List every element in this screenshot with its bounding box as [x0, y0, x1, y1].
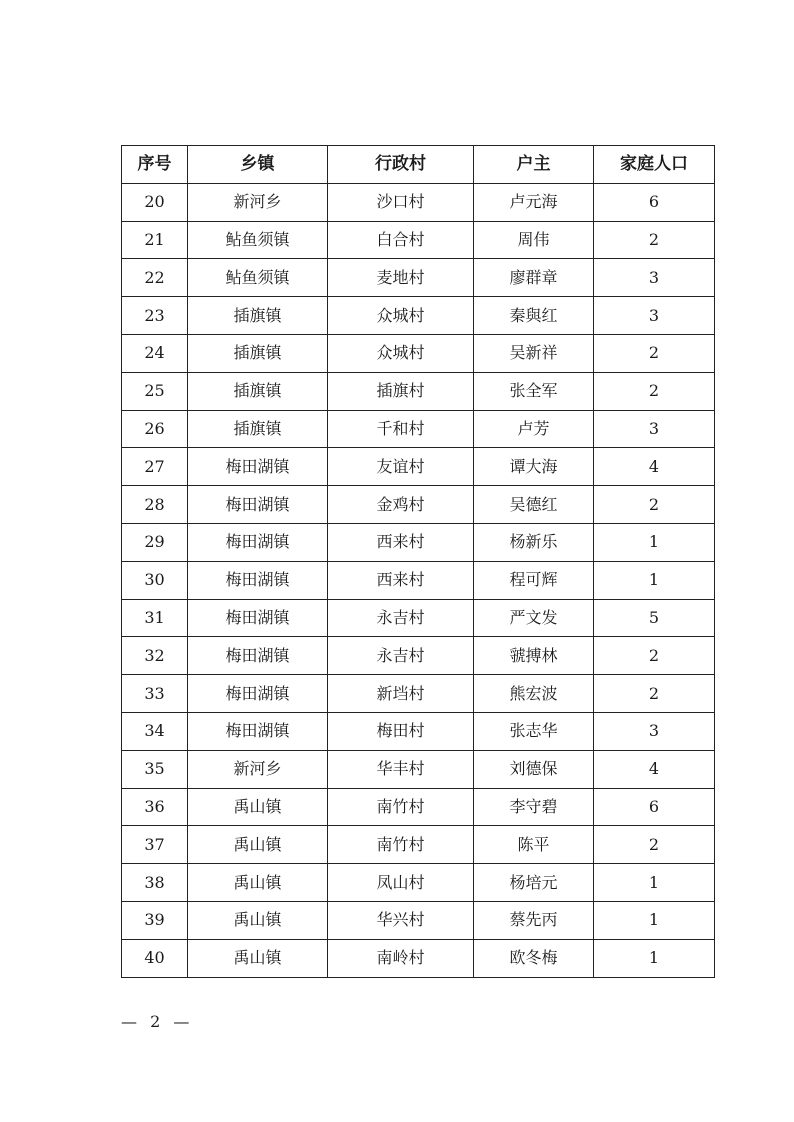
village-cell: 永吉村: [328, 599, 474, 637]
village-cell: 南竹村: [328, 788, 474, 826]
serial-cell: 24: [122, 334, 188, 372]
serial-cell: 37: [122, 826, 188, 864]
family-size-cell: 2: [594, 637, 715, 675]
householder-cell: 虢搏林: [474, 637, 594, 675]
family-size-cell: 3: [594, 259, 715, 297]
header-family-size: 家庭人口: [594, 146, 715, 184]
serial-cell: 28: [122, 486, 188, 524]
village-cell: 凤山村: [328, 864, 474, 902]
township-cell: 梅田湖镇: [188, 561, 328, 599]
header-village: 行政村: [328, 146, 474, 184]
village-cell: 金鸡村: [328, 486, 474, 524]
table-row: [122, 712, 715, 750]
serial-cell: 21: [122, 221, 188, 259]
township-cell: 插旗镇: [188, 372, 328, 410]
township-cell: 禹山镇: [188, 939, 328, 977]
township-cell: 新河乡: [188, 183, 328, 221]
family-size-cell: 1: [594, 939, 715, 977]
table-row: [122, 675, 715, 713]
householder-cell: 陈平: [474, 826, 594, 864]
family-size-cell: 1: [594, 864, 715, 902]
householder-cell: 秦與红: [474, 297, 594, 335]
householder-cell: 谭大海: [474, 448, 594, 486]
serial-cell: 27: [122, 448, 188, 486]
township-cell: 禹山镇: [188, 901, 328, 939]
table-body: [122, 183, 715, 977]
table-row: [122, 637, 715, 675]
village-cell: 西来村: [328, 523, 474, 561]
serial-cell: 20: [122, 183, 188, 221]
table-row: [122, 561, 715, 599]
serial-cell: 26: [122, 410, 188, 448]
header-township: 乡镇: [188, 146, 328, 184]
village-cell: 新垱村: [328, 675, 474, 713]
table-row: [122, 297, 715, 335]
township-cell: 禹山镇: [188, 826, 328, 864]
village-cell: 麦地村: [328, 259, 474, 297]
family-size-cell: 4: [594, 750, 715, 788]
family-size-cell: 3: [594, 410, 715, 448]
family-size-cell: 2: [594, 221, 715, 259]
village-cell: 友谊村: [328, 448, 474, 486]
householder-cell: 熊宏波: [474, 675, 594, 713]
table-row: [122, 939, 715, 977]
serial-cell: 23: [122, 297, 188, 335]
householder-cell: 廖群章: [474, 259, 594, 297]
township-cell: 鲇鱼须镇: [188, 221, 328, 259]
village-cell: 西来村: [328, 561, 474, 599]
serial-cell: 31: [122, 599, 188, 637]
householder-cell: 杨培元: [474, 864, 594, 902]
family-size-cell: 2: [594, 675, 715, 713]
village-cell: 沙口村: [328, 183, 474, 221]
village-cell: 南岭村: [328, 939, 474, 977]
township-cell: 梅田湖镇: [188, 523, 328, 561]
village-cell: 梅田村: [328, 712, 474, 750]
family-size-cell: 1: [594, 523, 715, 561]
household-table: [121, 145, 715, 978]
table-row: [122, 259, 715, 297]
township-cell: 梅田湖镇: [188, 448, 328, 486]
serial-cell: 39: [122, 901, 188, 939]
householder-cell: 欧冬梅: [474, 939, 594, 977]
table-row: [122, 372, 715, 410]
village-cell: 华兴村: [328, 901, 474, 939]
householder-cell: 张全军: [474, 372, 594, 410]
table-header-row: [122, 146, 715, 184]
header-serial: 序号: [122, 146, 188, 184]
householder-cell: 卢元海: [474, 183, 594, 221]
householder-cell: 蔡先丙: [474, 901, 594, 939]
page-number: — 2 —: [121, 1012, 194, 1031]
serial-cell: 34: [122, 712, 188, 750]
township-cell: 梅田湖镇: [188, 486, 328, 524]
township-cell: 梅田湖镇: [188, 712, 328, 750]
serial-cell: 38: [122, 864, 188, 902]
table-row: [122, 448, 715, 486]
householder-cell: 严文发: [474, 599, 594, 637]
householder-cell: 吴德红: [474, 486, 594, 524]
householder-cell: 刘德保: [474, 750, 594, 788]
township-cell: 鲇鱼须镇: [188, 259, 328, 297]
table-row: [122, 183, 715, 221]
serial-cell: 35: [122, 750, 188, 788]
table-row: [122, 410, 715, 448]
family-size-cell: 3: [594, 297, 715, 335]
township-cell: 梅田湖镇: [188, 599, 328, 637]
table-row: [122, 334, 715, 372]
township-cell: 梅田湖镇: [188, 675, 328, 713]
householder-cell: 吴新祥: [474, 334, 594, 372]
householder-cell: 周伟: [474, 221, 594, 259]
table-row: [122, 750, 715, 788]
township-cell: 插旗镇: [188, 410, 328, 448]
village-cell: 白合村: [328, 221, 474, 259]
village-cell: 插旗村: [328, 372, 474, 410]
family-size-cell: 6: [594, 183, 715, 221]
village-cell: 南竹村: [328, 826, 474, 864]
table-row: [122, 788, 715, 826]
table-row: [122, 221, 715, 259]
householder-cell: 张志华: [474, 712, 594, 750]
family-size-cell: 6: [594, 788, 715, 826]
householder-cell: 卢芳: [474, 410, 594, 448]
township-cell: 禹山镇: [188, 788, 328, 826]
family-size-cell: 1: [594, 901, 715, 939]
serial-cell: 33: [122, 675, 188, 713]
serial-cell: 22: [122, 259, 188, 297]
family-size-cell: 4: [594, 448, 715, 486]
family-size-cell: 2: [594, 826, 715, 864]
family-size-cell: 1: [594, 561, 715, 599]
serial-cell: 40: [122, 939, 188, 977]
family-size-cell: 2: [594, 334, 715, 372]
table-row: [122, 901, 715, 939]
serial-cell: 29: [122, 523, 188, 561]
householder-cell: 李守碧: [474, 788, 594, 826]
township-cell: 梅田湖镇: [188, 637, 328, 675]
village-cell: 众城村: [328, 334, 474, 372]
family-size-cell: 2: [594, 372, 715, 410]
family-size-cell: 3: [594, 712, 715, 750]
village-cell: 众城村: [328, 297, 474, 335]
table-row: [122, 486, 715, 524]
village-cell: 千和村: [328, 410, 474, 448]
serial-cell: 32: [122, 637, 188, 675]
table-row: [122, 826, 715, 864]
township-cell: 禹山镇: [188, 864, 328, 902]
householder-cell: 程可辉: [474, 561, 594, 599]
township-cell: 插旗镇: [188, 334, 328, 372]
family-size-cell: 5: [594, 599, 715, 637]
family-size-cell: 2: [594, 486, 715, 524]
table-row: [122, 864, 715, 902]
township-cell: 新河乡: [188, 750, 328, 788]
township-cell: 插旗镇: [188, 297, 328, 335]
village-cell: 永吉村: [328, 637, 474, 675]
householder-cell: 杨新乐: [474, 523, 594, 561]
table-row: [122, 523, 715, 561]
table-row: [122, 599, 715, 637]
serial-cell: 36: [122, 788, 188, 826]
serial-cell: 30: [122, 561, 188, 599]
header-householder: 户主: [474, 146, 594, 184]
village-cell: 华丰村: [328, 750, 474, 788]
serial-cell: 25: [122, 372, 188, 410]
